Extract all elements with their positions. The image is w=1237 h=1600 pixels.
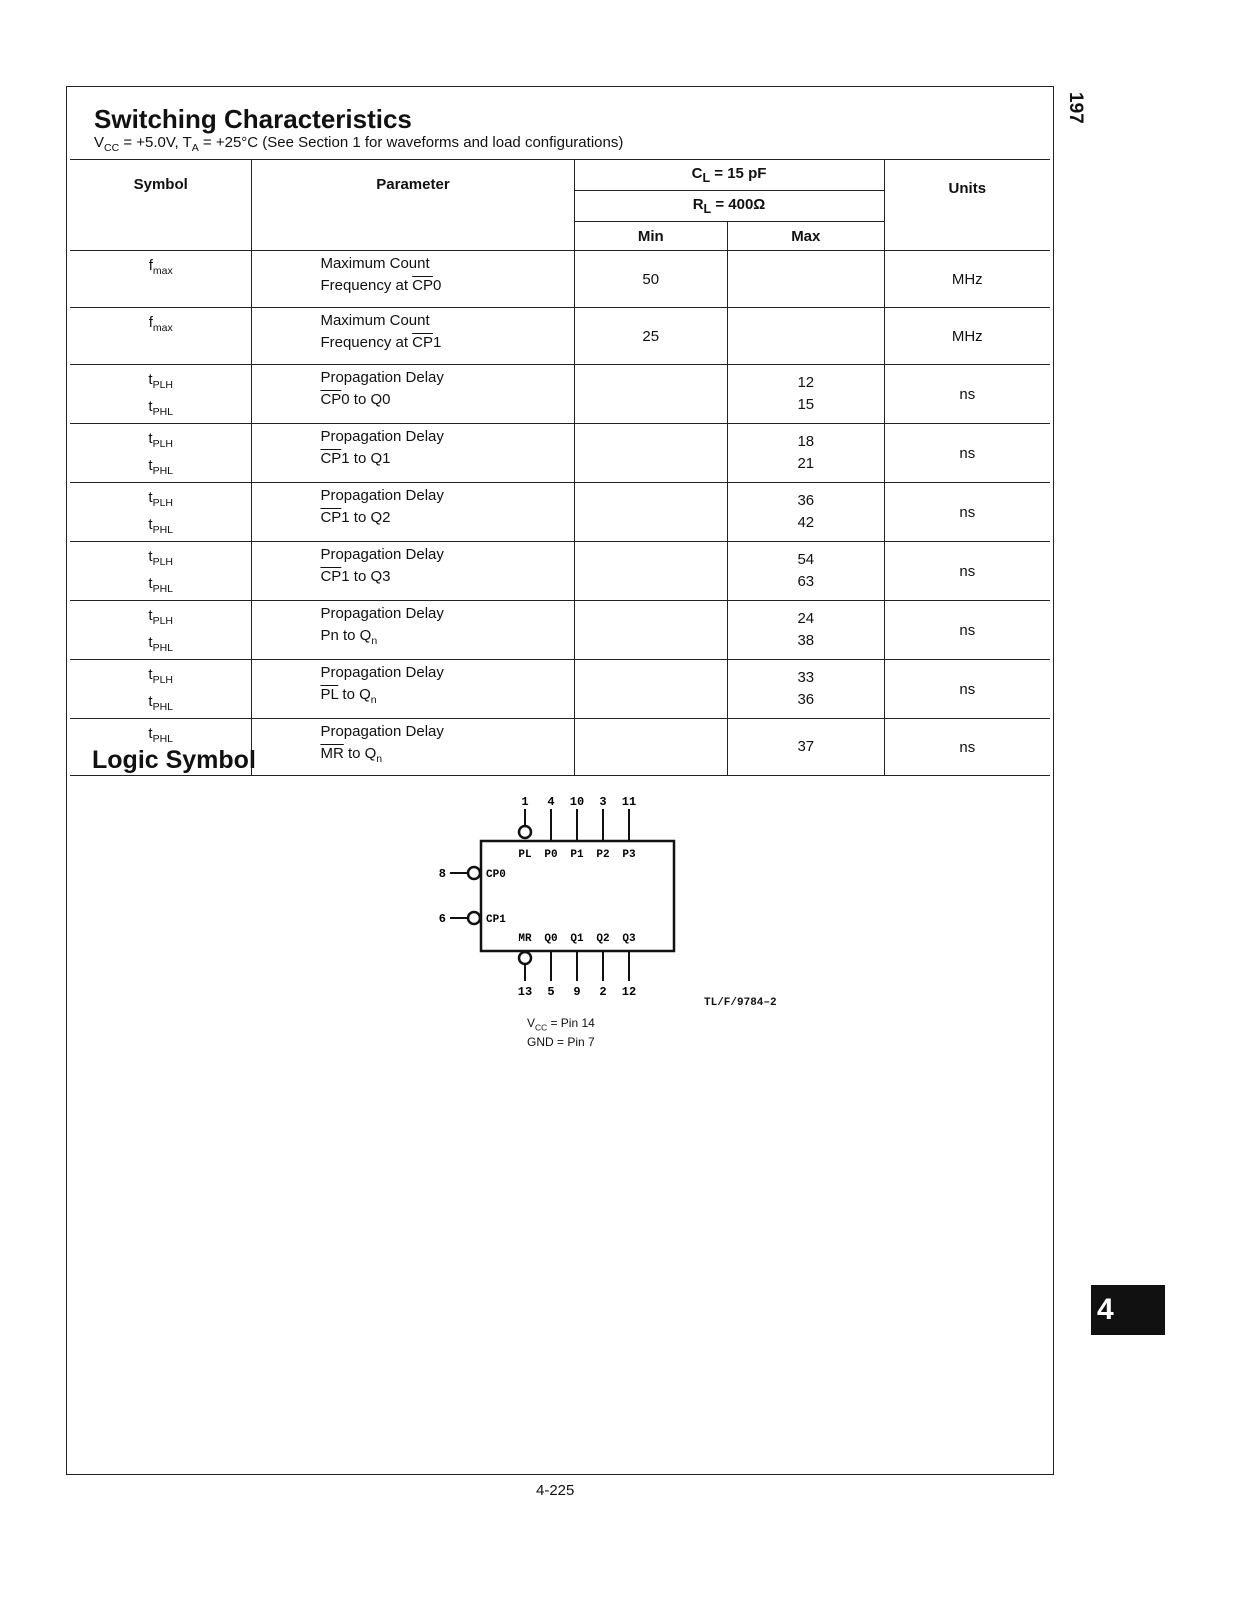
cell-units: ns (884, 542, 1050, 601)
bottom-pin-number: 13 (517, 985, 533, 995)
bottom-pin-label: Q2 (596, 933, 610, 945)
top-pin-number: 3 (599, 795, 607, 809)
cell-min: 25 (574, 308, 728, 365)
cell-max: 12 15 (728, 365, 885, 424)
bottom-pin-number: 12 (621, 985, 637, 995)
table-row (70, 365, 1050, 424)
header-max: Max (728, 222, 885, 251)
top-pin-number: 11 (621, 795, 637, 809)
bottom-pin-label: Q3 (622, 933, 636, 945)
cell-symbol: $f_{max}$ (70, 308, 252, 365)
header-units: Units (884, 160, 1050, 251)
header-parameter: Parameter (252, 160, 574, 251)
cell-max: 33 36 (728, 660, 885, 719)
table-row (70, 483, 1050, 542)
cell-min (574, 365, 728, 424)
figure-reference: TL/F/9784–2 (704, 997, 777, 1009)
top-pin-label: P3 (622, 849, 636, 861)
cell-parameter: Maximum Count Frequency at $\overline{CP}1$ (252, 308, 574, 365)
cell-parameter: Propagation Delay $\overline{PL}$ to $Q_n$ (252, 660, 574, 719)
cell-parameter: Propagation Delay $\overline{CP}0$ to Q0 (252, 365, 574, 424)
cell-units: ns (884, 660, 1050, 719)
power-pins-note: $V_{CC}$ = Pin 14 GND = Pin 7 (527, 1016, 595, 1050)
table-row (70, 542, 1050, 601)
cell-parameter: Propagation Delay $\overline{MR}$ to $Q_n$ (252, 719, 574, 776)
cell-parameter: Propagation Delay $\overline{CP}1$ to Q1 (252, 424, 574, 483)
cell-max: 18 21 (728, 424, 885, 483)
top-pin-label: P2 (596, 849, 610, 861)
top-pin-number: 4 (547, 795, 555, 809)
top-pin-number: 1 (521, 795, 529, 809)
cell-max: 24 38 (728, 601, 885, 660)
cell-min: 50 (574, 251, 728, 308)
cell-symbol: $t_{PLH}$ $t_{PHL}$ (70, 483, 252, 542)
top-pin-label: P0 (544, 849, 558, 861)
cell-min (574, 483, 728, 542)
cell-min (574, 601, 728, 660)
bottom-pin-number: 5 (547, 985, 555, 995)
top-pin-number: 10 (569, 795, 585, 809)
bottom-pin-label: MR (518, 933, 532, 945)
header-min: Min (574, 222, 728, 251)
cell-symbol: $t_{PLH}$ $t_{PHL}$ (70, 542, 252, 601)
left-pin-label: CP1 (486, 914, 506, 926)
cell-max: 37 (728, 719, 885, 776)
cell-symbol: $t_{PLH}$ $t_{PHL}$ (70, 601, 252, 660)
inversion-bubble (519, 826, 531, 838)
cell-parameter: Propagation Delay $\overline{CP}1$ to Q3 (252, 542, 574, 601)
left-pin-number: 8 (438, 867, 446, 881)
cell-units: ns (884, 483, 1050, 542)
inversion-bubble (468, 912, 480, 924)
inversion-bubble (519, 952, 531, 964)
table-row (70, 308, 1050, 365)
cell-max: 36 42 (728, 483, 885, 542)
left-pin-label: CP0 (486, 869, 506, 881)
cell-min (574, 424, 728, 483)
bottom-pin-label: Q0 (544, 933, 558, 945)
cell-max: 54 63 (728, 542, 885, 601)
cell-min (574, 719, 728, 776)
cell-units: MHz (884, 251, 1050, 308)
inversion-bubble (468, 867, 480, 879)
cell-parameter: Maximum Count Frequency at $\overline{CP}0$ (252, 251, 574, 308)
logic-symbol-title: Logic Symbol (92, 746, 256, 774)
bottom-pin-number: 9 (573, 985, 581, 995)
cell-parameter: Propagation Delay Pn to $Q_n$ (252, 601, 574, 660)
header-cl: $C_L = 15$ pF (574, 160, 884, 191)
cell-symbol: $t_{PLH}$ $t_{PHL}$ (70, 424, 252, 483)
switching-table (70, 159, 1050, 776)
cell-units: ns (884, 719, 1050, 776)
page-number: 4-225 (536, 1482, 575, 1499)
side-page-number: 197 (1065, 92, 1086, 124)
header-symbol: Symbol (70, 160, 252, 251)
cell-max (728, 251, 885, 308)
cell-units: ns (884, 601, 1050, 660)
top-pin-label: P1 (570, 849, 584, 861)
cell-symbol: $t_{PHL}$ (70, 719, 252, 776)
cell-symbol: $t_{PLH}$ $t_{PHL}$ (70, 660, 252, 719)
cell-min (574, 660, 728, 719)
section-tab: 4 (1091, 1285, 1165, 1335)
cell-max (728, 308, 885, 365)
bottom-pin-label: Q1 (570, 933, 584, 945)
cell-units: ns (884, 365, 1050, 424)
cell-symbol: $t_{PLH}$ $t_{PHL}$ (70, 365, 252, 424)
cell-parameter: Propagation Delay $\overline{CP}1$ to Q2 (252, 483, 574, 542)
table-row (70, 251, 1050, 308)
table-row (70, 660, 1050, 719)
table-row (70, 601, 1050, 660)
test-conditions: $V_{CC} = +5.0V$, $T_A = +25^\circ C$ (See Section 1 for waveforms and load configurations) (94, 134, 624, 154)
left-pin-number: 6 (438, 912, 446, 926)
bottom-pin-number: 2 (599, 985, 607, 995)
cell-min (574, 542, 728, 601)
top-pin-label: PL (518, 849, 532, 861)
header-rl: $R_L = 400\Omega$ (574, 191, 884, 222)
table-row (70, 424, 1050, 483)
cell-symbol: $f_{max}$ (70, 251, 252, 308)
cell-units: MHz (884, 308, 1050, 365)
logic-symbol-diagram (420, 785, 690, 995)
cell-units: ns (884, 424, 1050, 483)
section-title: Switching Characteristics (94, 104, 412, 134)
